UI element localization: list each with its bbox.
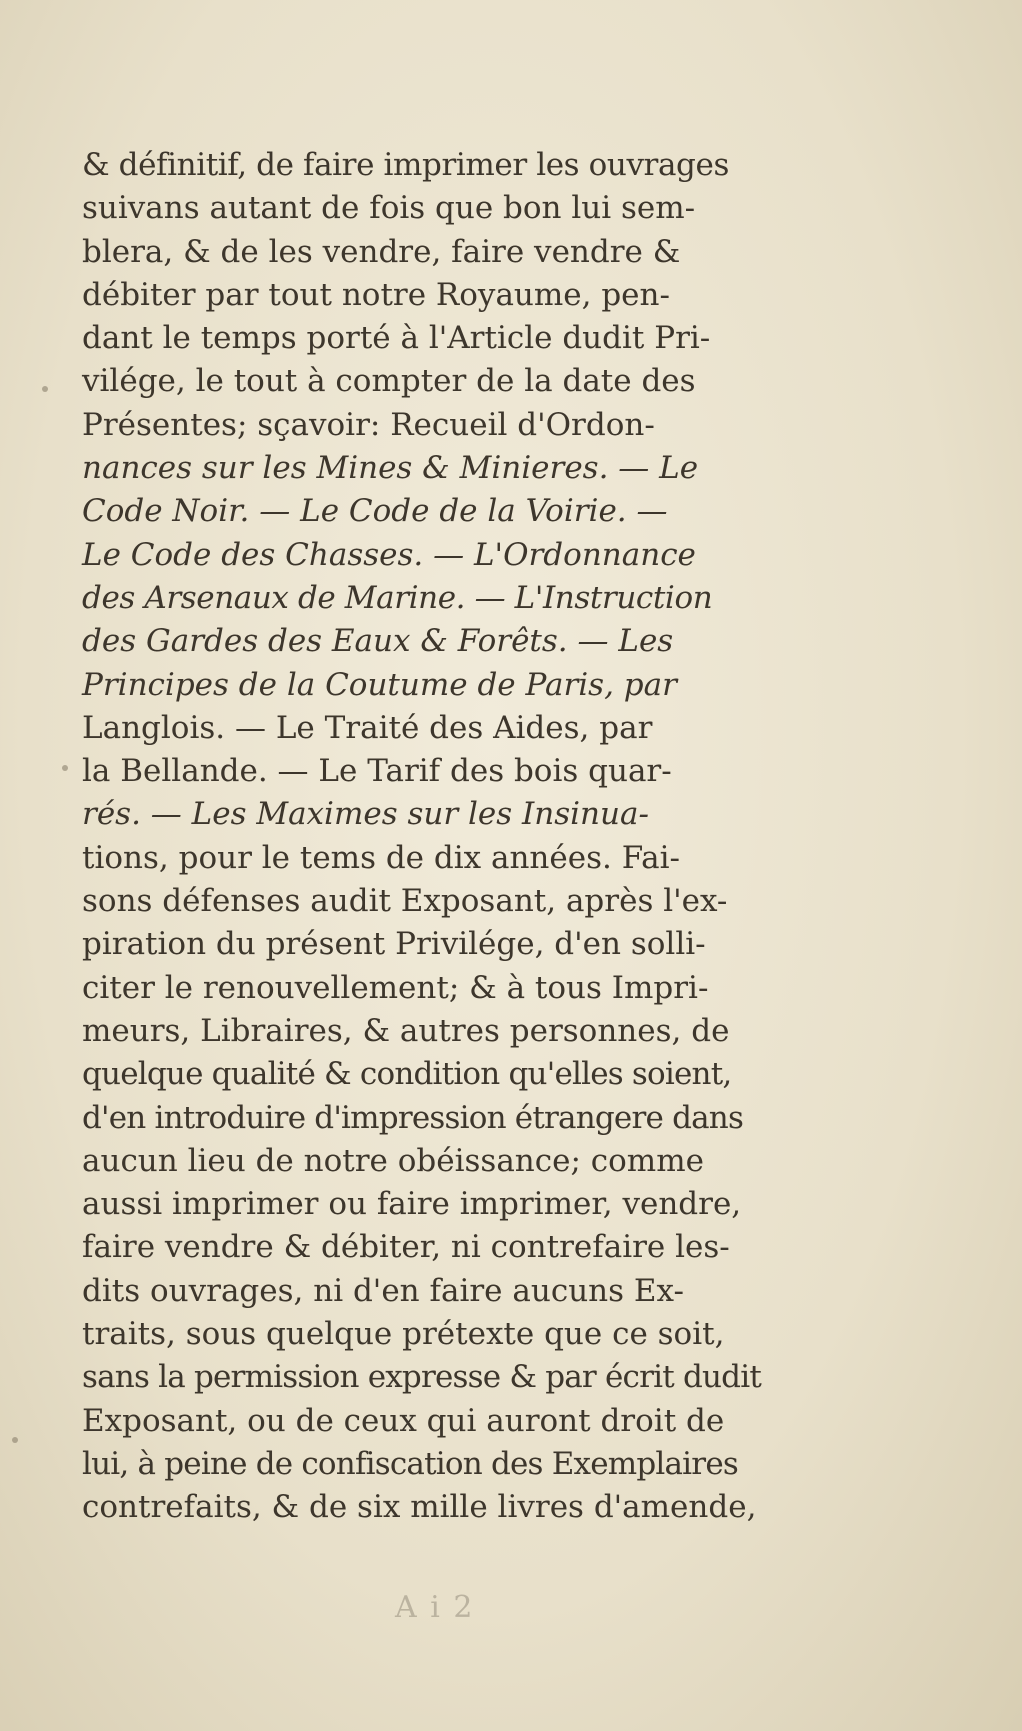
ink-speck — [42, 386, 48, 392]
line-segment: des Arsenaux de Marine. — L'Instruction — [82, 579, 713, 616]
text-line — [82, 664, 852, 707]
ink-speck — [12, 1437, 18, 1443]
line-segment: piration du présent Privilége, d'en solli- — [82, 926, 706, 963]
ink-speck — [62, 765, 68, 771]
text-line — [82, 1226, 852, 1269]
line-segment: contrefaits, & de six mille livres d'amende, — [82, 1489, 757, 1526]
line-segment: débiter par tout notre Royaume, pen- — [82, 276, 670, 313]
line-segment: lui, à peine de confiscation des Exemplaires — [82, 1445, 738, 1482]
line-segment: dits ouvrages, ni d'en faire aucuns Ex- — [82, 1272, 684, 1309]
text-line — [82, 1313, 852, 1356]
line-segment: traits, sous quelque prétexte que ce soit, — [82, 1316, 725, 1353]
line-segment: Principes de la Coutume de Paris, par — [82, 666, 677, 703]
text-line — [82, 534, 852, 577]
text-line — [82, 1183, 852, 1226]
text-line — [82, 317, 852, 360]
line-segment: sons défenses audit Exposant, après l'ex- — [82, 883, 728, 920]
line-segment: suivans autant de fois que bon lui sem- — [82, 190, 696, 227]
text-line — [82, 1356, 852, 1399]
text-line — [82, 490, 852, 533]
line-segment: Exposant, ou de ceux qui auront droit de — [82, 1402, 725, 1439]
text-line — [82, 231, 852, 274]
text-line — [82, 144, 852, 187]
page-footer — [0, 1590, 1022, 1630]
text-line — [82, 1443, 852, 1486]
line-segment: Présentes; sçavoir: Recueil d'Ordon- — [82, 406, 655, 443]
line-segment: tions, pour le tems de dix années. Fai- — [82, 839, 680, 876]
line-segment: citer le renouvellement; & à tous Impri- — [82, 969, 709, 1006]
line-segment: Code Noir. — Le Code de la Voirie. — — [82, 493, 668, 530]
text-line — [82, 1053, 852, 1096]
line-segment: meurs, Libraires, & autres personnes, de — [82, 1012, 730, 1049]
text-line — [82, 837, 852, 880]
line-segment: la Bellande. — Le Tarif des bois quar- — [82, 753, 672, 790]
text-line — [82, 1010, 852, 1053]
signature-mark: A i 2 — [395, 1590, 475, 1625]
text-line — [82, 1097, 852, 1140]
body-text — [82, 144, 852, 1530]
line-segment: faire vendre & débiter, ni contrefaire les- — [82, 1229, 730, 1266]
text-line — [82, 880, 852, 923]
line-segment: aucun lieu de notre obéissance; comme — [82, 1142, 704, 1179]
line-segment: & définitif, de faire imprimer les ouvrages — [82, 147, 729, 183]
line-segment: Le Code des Chasses. — L'Ordonnance — [82, 536, 696, 573]
text-line — [82, 750, 852, 793]
line-segment: dant le temps porté à l'Article dudit Pri- — [82, 320, 711, 357]
text-line — [82, 360, 852, 403]
text-line — [82, 187, 852, 230]
text-line — [82, 923, 852, 966]
text-line — [82, 1400, 852, 1443]
line-segment: sans la permission expresse & par écrit dudit — [82, 1359, 761, 1396]
text-line — [82, 577, 852, 620]
line-segment: vilége, le tout à compter de la date des — [82, 363, 696, 400]
text-line — [82, 967, 852, 1010]
text-line — [82, 620, 852, 663]
text-line — [82, 1140, 852, 1183]
line-segment: rés. — Les Maximes sur les Insinua- — [82, 796, 649, 833]
text-line — [82, 404, 852, 447]
text-line — [82, 793, 852, 836]
text-line — [82, 1270, 852, 1313]
text-line — [82, 707, 852, 750]
text-line — [82, 447, 852, 490]
line-segment: aussi imprimer ou faire imprimer, vendre, — [82, 1186, 742, 1223]
line-segment: nances sur les Mines & Minieres. — Le — [82, 450, 699, 487]
line-segment: quelque qualité & condition qu'elles soient, — [82, 1056, 732, 1093]
text-line — [82, 274, 852, 317]
line-segment: des Gardes des Eaux & Forêts. — Les — [82, 623, 674, 660]
line-segment: Langlois. — Le Traité des Aides, par — [82, 709, 653, 746]
text-line — [82, 1486, 852, 1529]
line-segment: d'en introduire d'impression étrangere dans — [82, 1099, 744, 1136]
line-segment: blera, & de les vendre, faire vendre & — [82, 233, 681, 270]
